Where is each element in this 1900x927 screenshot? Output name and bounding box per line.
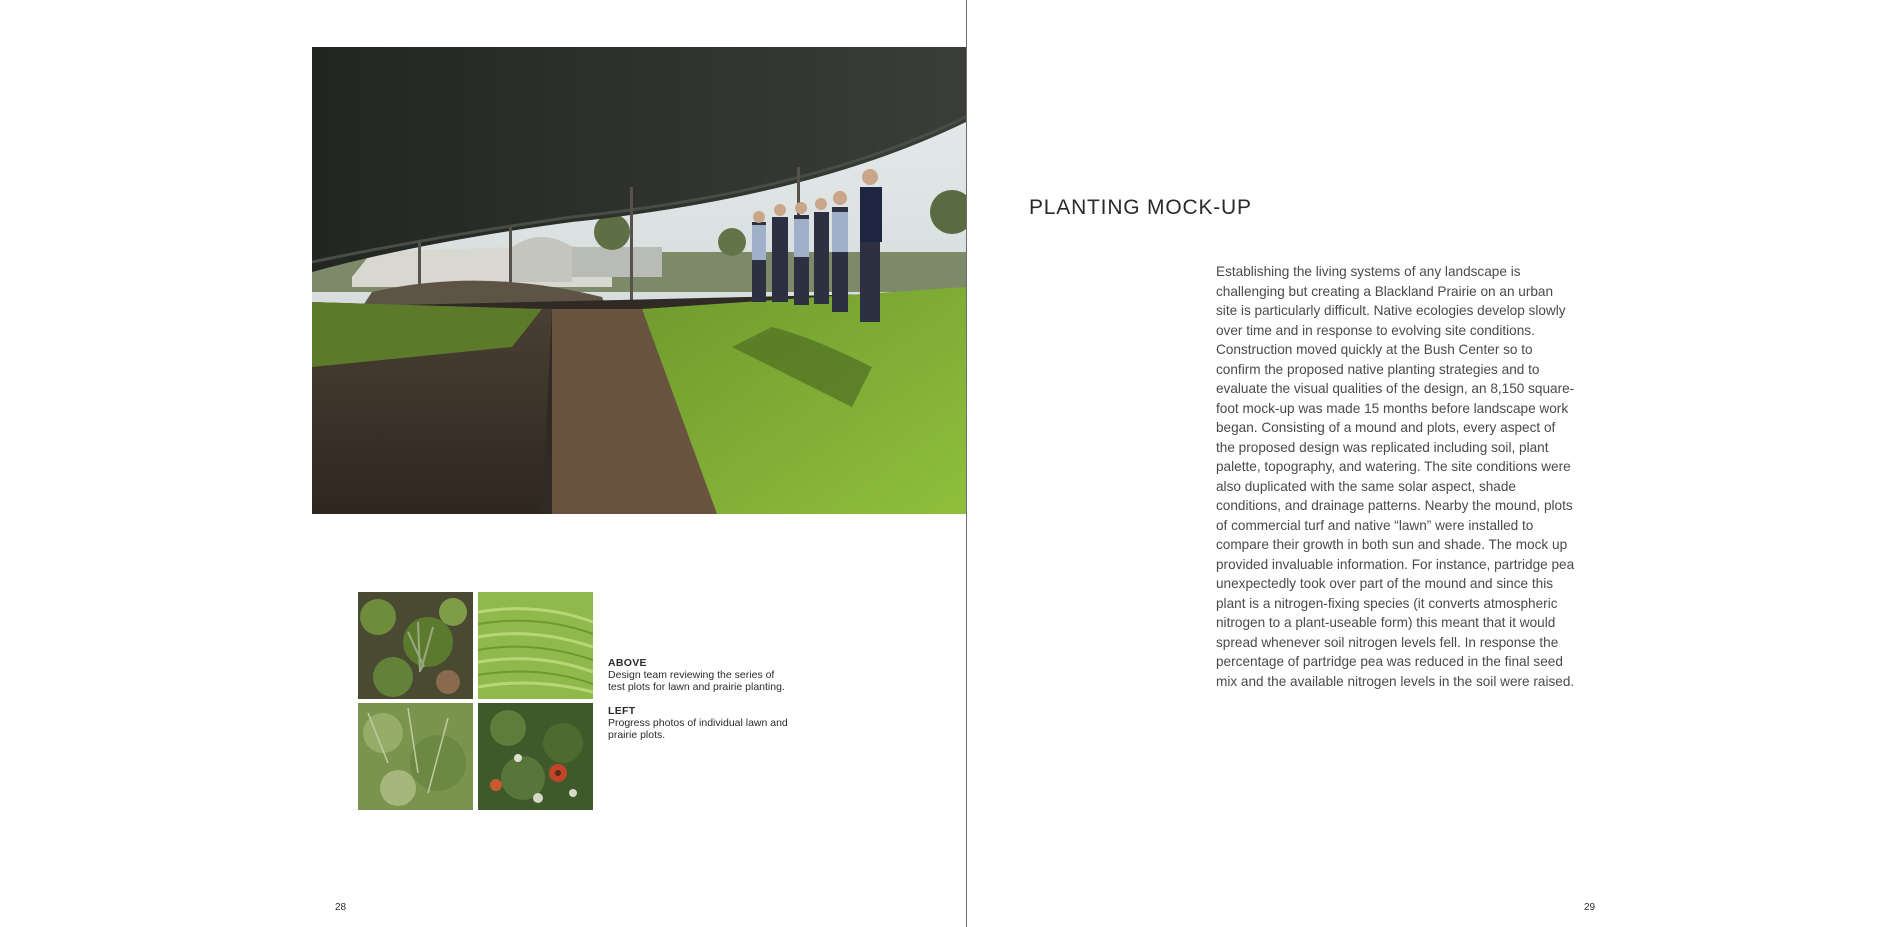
caption-above-text: Design team reviewing the series of test plots for lawn and prairie planting. xyxy=(608,669,785,693)
page-number-left: 28 xyxy=(335,902,347,913)
caption-left-text: Progress photos of individual lawn and prairie plots. xyxy=(608,717,788,741)
page-gutter-divider xyxy=(966,0,967,927)
page-title: PLANTING MOCK-UP xyxy=(1029,196,1252,219)
caption-left xyxy=(608,705,788,741)
body-paragraph: Establishing the living systems of any landscape is challenging but creating a Blackland Prairie on an urban site is particularly difficult. Native ecologies develop slowly over time and in response to evolving site conditions. Construction moved quickly at the Bush Center so to confirm the proposed native planting strategies and to evaluate the visual qualities of the design, an 8,150 square-foot mock-up was made 15 months before landscape work began. Consisting of a mound and plots, every aspect of the proposed design was replicated including soil, plant palette, topography, and watering. The site conditions were also duplicated with the same solar aspect, shade conditions, and drainage patterns. Nearby the mound, plots of commercial turf and native “lawn” were installed to compare their growth in both sun and shade. The mock up provided invaluable information. For instance, partridge pea unexpectedly took over part of the mound and since this plant is a nitrogen-fixing species (it converts atmospheric nitrogen to a plant-useable form) this meant that it would spread whenever soil nitrogen levels fell. In response the percentage of partridge pea was reduced in the final seed mix and the available nitrogen levels in the soil were raised. xyxy=(1216,264,1575,689)
hero-photo-illustration xyxy=(312,47,966,514)
progress-photo-3 xyxy=(358,703,473,810)
progress-photo-1 xyxy=(358,592,473,699)
progress-photo-grid xyxy=(358,592,594,810)
caption-above-heading: ABOVE xyxy=(608,657,647,669)
caption-left-heading: LEFT xyxy=(608,705,636,717)
page-number-right: 29 xyxy=(1584,902,1596,913)
hero-photo-test-plots xyxy=(312,47,966,514)
photo-captions xyxy=(608,657,788,741)
caption-above xyxy=(608,657,788,693)
progress-photo-2 xyxy=(478,592,593,699)
progress-photo-4 xyxy=(478,703,593,810)
